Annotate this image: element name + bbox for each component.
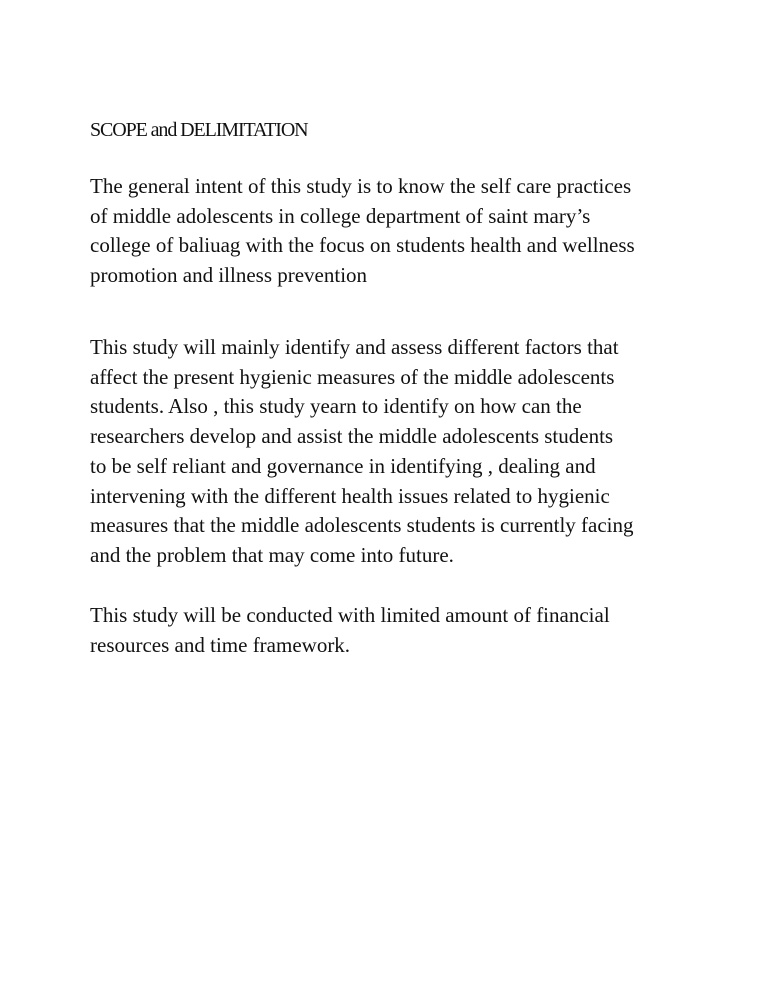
paragraph-line: college of baliuag with the focus on students health and wellness [90, 233, 635, 258]
paragraph-line: and the problem that may come into future. [90, 542, 454, 567]
paragraph-line: students. Also , this study yearn to identify on how can the [90, 394, 582, 419]
section-heading: SCOPE and DELIMITATION [90, 119, 308, 141]
paragraph-line: affect the present hygienic measures of the middle adolescents [90, 364, 615, 389]
paragraph-line: promotion and illness prevention [90, 263, 368, 288]
paragraph-intent [90, 172, 750, 291]
paragraph-delimitation [90, 601, 750, 660]
paragraph-scope [90, 333, 750, 571]
paragraph-line: researchers develop and assist the middle adolescents students [90, 424, 614, 449]
paragraph-line: measures that the middle adolescents students is currently facing [90, 513, 634, 538]
paragraph-line: resources and time framework. [90, 632, 351, 657]
paragraph-line: of middle adolescents in college department of saint mary’s [90, 203, 591, 228]
paragraph-line: intervening with the different health issues related to hygienic [90, 483, 610, 508]
paragraph-line: This study will be conducted with limited amount of financial [90, 603, 610, 627]
paragraph-line: This study will mainly identify and assess different factors that [90, 335, 619, 359]
paragraph-line: The general intent of this study is to know the self care practices [90, 174, 632, 198]
paragraph-line: to be self reliant and governance in identifying , dealing and [90, 453, 596, 478]
